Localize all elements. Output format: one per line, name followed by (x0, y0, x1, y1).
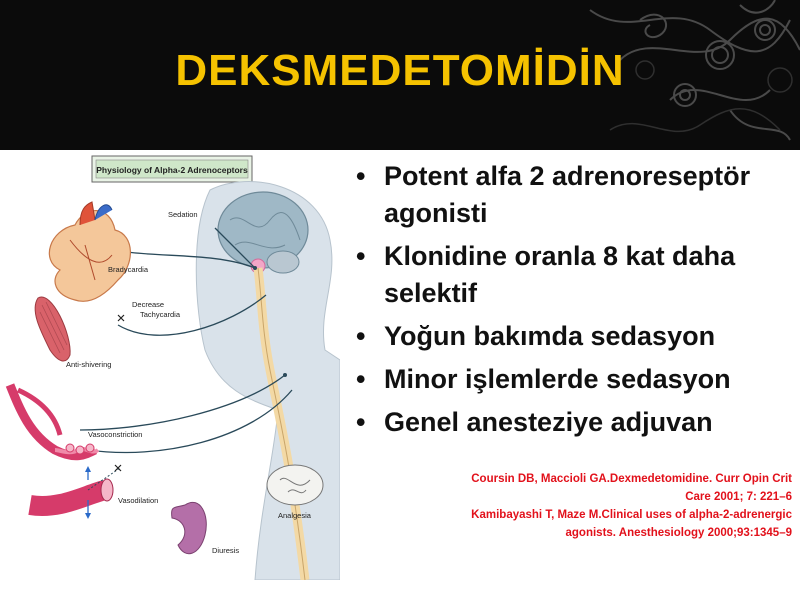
heart-illustration (49, 211, 130, 302)
slide-header (0, 0, 800, 150)
kidney-illustration (172, 502, 207, 553)
bullet-text: Potent alfa 2 adrenoreseptör agonisti (384, 161, 751, 228)
figure-title: Physiology of Alpha-2 Adrenoceptors (96, 165, 248, 175)
label-anti-shivering: Anti-shivering (66, 360, 112, 369)
reference-line: Kamibayashi T, Maze M.Clinical uses of alpha-2-adrenergic (471, 509, 792, 521)
label-vasodilation: Vasodilation (118, 496, 159, 505)
bullet-item (352, 158, 792, 232)
bullet-text: Minor işlemlerde sedasyon (384, 364, 731, 394)
label-diuresis: Diuresis (212, 546, 240, 555)
references (384, 470, 792, 542)
bullet-dot-icon: • (356, 241, 366, 271)
label-tachycardia: Tachycardia (140, 310, 181, 319)
spinal-section-illustration (267, 465, 323, 505)
reference-line: Care 2001; 7: 221–6 (685, 491, 792, 503)
label-vasoconstriction: Vasoconstriction (88, 430, 143, 439)
slide-title: DEKSMEDETOMİDİN (175, 46, 625, 95)
bullet-item (352, 404, 792, 441)
bullet-item (352, 238, 792, 312)
label-decrease: Decrease (132, 300, 165, 309)
bullet-list (352, 158, 792, 447)
muscle-illustration (35, 297, 70, 361)
bullet-dot-icon: • (356, 407, 366, 437)
bullet-item (352, 361, 792, 398)
bullet-text: Klonidine oranla 8 kat daha selektif (384, 241, 736, 308)
bullet-dot-icon: • (356, 321, 366, 351)
label-sedation: Sedation (168, 210, 198, 219)
bullet-dot-icon: • (356, 161, 366, 191)
reference-line: Coursin DB, Maccioli GA.Dexmedetomidine. Curr Opin Crit (471, 473, 792, 485)
bullet-text: Genel anesteziye adjuvan (384, 407, 713, 437)
reference-line: agonists. Anesthesiology 2000;93:1345–9 (565, 527, 792, 539)
bullet-item (352, 318, 792, 355)
label-analgesia: Analgesia (278, 511, 311, 520)
bullet-text: Yoğun bakımda sedasyon (384, 321, 716, 351)
alpha2-physiology-figure (0, 150, 340, 580)
bullet-dot-icon: • (356, 364, 366, 394)
label-bradycardia: Bradycardia (108, 265, 149, 274)
figure-illustration (0, 150, 340, 580)
vessel-illustration (30, 490, 105, 506)
